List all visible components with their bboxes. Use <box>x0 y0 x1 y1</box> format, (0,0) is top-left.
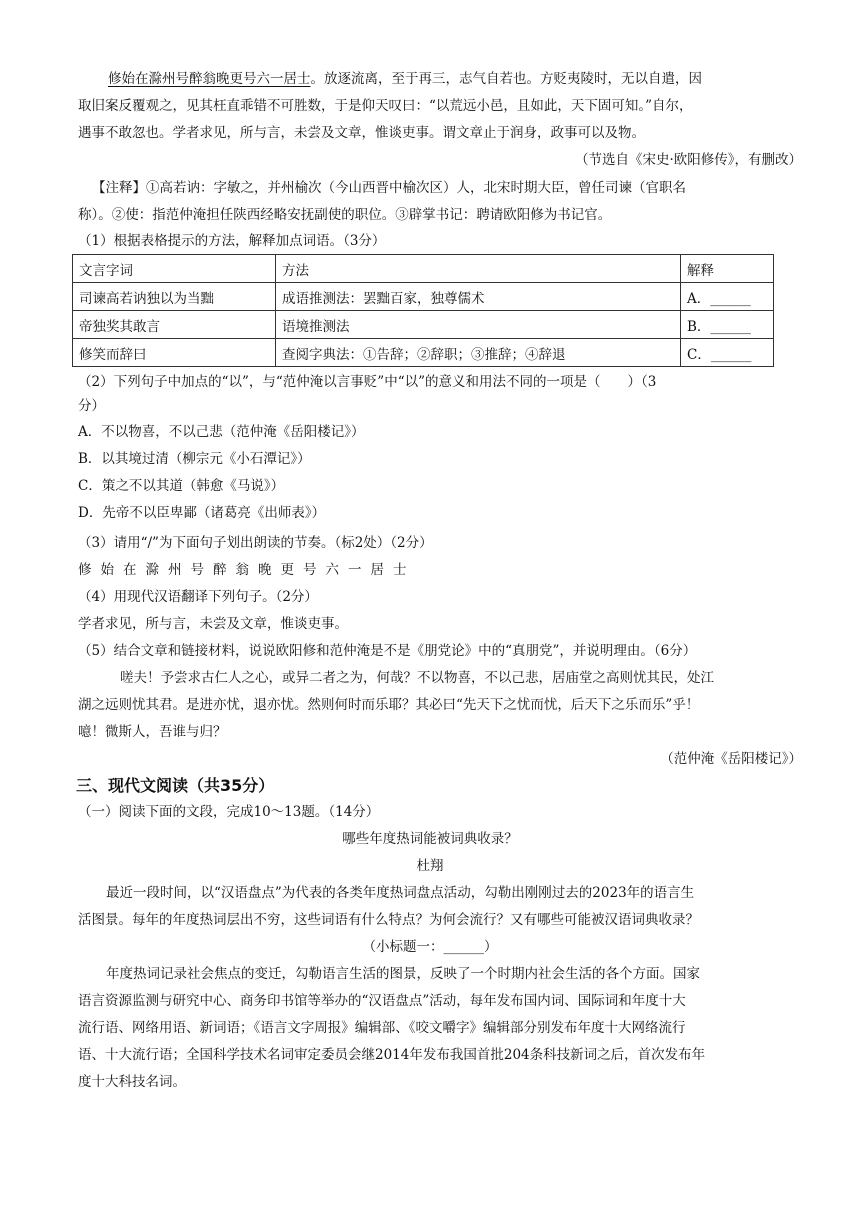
table-header-word: 文言字词 <box>73 255 276 283</box>
q2-prompt-line-1: （2）下列句子中加点的“以”，与“范仲淹以言事贬”中“以”的意义和用法不同的一项是（ ）（3 <box>78 374 657 390</box>
table-cell-method: 语境推测法 <box>276 311 681 339</box>
para1-line-2: 活图景。每年的年度热词层出不穷，这些词语有什么特点？为何会流行？又有哪些可能被汉语词典收录？ <box>78 912 699 928</box>
section-3-heading: 三、现代文阅读（共35分） <box>76 776 275 795</box>
table-cell-word: 修笑而辞曰 <box>73 339 276 367</box>
q3-prompt: （3）请用“/”为下面句子划出朗读的节奏。（标2处）（2分） <box>78 535 433 551</box>
table-header-row <box>73 255 774 283</box>
table-header-answer: 解释 <box>681 255 774 283</box>
table-row <box>73 339 774 367</box>
table-cell-method: 查阅字典法：①告辞；②辞职；③推辞；④辞退 <box>276 339 681 367</box>
material-line-2: 湖之远则忧其君。是进亦忧，退亦忧。然则何时而乐耶？其必曰“先天下之忧而忧，后天下之乐而乐”乎！ <box>78 697 700 713</box>
article-author: 杜翔 <box>416 858 444 874</box>
table-cell-word: 司谏高若讷独以为当黜 <box>73 283 276 311</box>
vocab-table <box>72 254 774 367</box>
q4-prompt: （4）用现代汉语翻译下列句子。（2分） <box>78 589 318 605</box>
article-title: 哪些年度热词能被词典收录？ <box>342 831 518 847</box>
underlined-sentence: 修始在滁州号醉翁晚更号六一居士 <box>108 71 311 87</box>
q2-option-a: A．不以物喜，不以己悲（范仲淹《岳阳楼记》） <box>78 424 365 440</box>
material-source: （范仲淹《岳阳楼记》） <box>660 751 802 767</box>
passage-line-1-rest: 。放逐流离，至于再三，志气自若也。方贬夷陵时，无以自遣，因 <box>310 71 702 87</box>
para2-line-3: 流行语、网络用语、新词语；《语言文字周报》编辑部、《咬文嚼字》编辑部分别发布年度十大网络流行 <box>78 1020 686 1036</box>
q1-prompt: （1）根据表格提示的方法，解释加点词语。（3分） <box>78 233 386 249</box>
q2-prompt-line-2: 分） <box>78 398 105 414</box>
para2-line-5: 度十大科技名词。 <box>78 1074 186 1090</box>
note-line-2: 称）。②使：指范仲淹担任陕西经略安抚副使的职位。③辟掌书记：聘请欧阳修为书记官。 <box>78 207 612 223</box>
passage-line-3: 遇事不敢忽也。学者求见，所与言，未尝及文章，惟谈吏事。谓文章止于润身，政事可以及物。 <box>78 125 645 141</box>
q2-option-d: D．先帝不以臣卑鄙（诸葛亮《出师表》） <box>78 505 326 521</box>
q2-option-c: C．策之不以其道（韩愈《马说》） <box>78 478 285 494</box>
table-cell-word: 帝独奖其敢言 <box>73 311 276 339</box>
q5-prompt: （5）结合文章和链接材料，说说欧阳修和范仲淹是不是《朋党论》中的“真朋党”，并说明理由。（6分） <box>78 643 697 659</box>
material-line-3: 噫！微斯人，吾谁与归？ <box>78 724 227 740</box>
subtitle-blank: （小标题一：______） <box>362 939 498 955</box>
section-3-sub: （一）阅读下面的文段，完成10～13题。（14分） <box>78 804 380 820</box>
q4-sentence: 学者求见，所与言，未尝及文章，惟谈吏事。 <box>78 616 348 632</box>
table-row <box>73 311 774 339</box>
note-line-1: 【注释】①高若讷：字敏之，并州榆次（今山西晋中榆次区）人，北宋时期大臣，曾任司谏（官职名 <box>92 180 686 196</box>
passage-line-2: 取旧案反覆观之，见其枉直乖错不可胜数，于是仰天叹曰：“以荒远小邑，且如此，天下固可知。”自尔， <box>78 98 693 114</box>
para2-line-1: 年度热词记录社会焦点的变迁，勾勒语言生活的图景，反映了一个时期内社会生活的各个方面。国家 <box>106 966 700 982</box>
answer-blank-c[interactable]: C．______ <box>681 339 774 367</box>
para2-line-4: 语、十大流行语；全国科学技术名词审定委员会继2014年发布我国首批204条科技新词之后，首次发布年 <box>78 1047 706 1063</box>
table-header-method: 方法 <box>276 255 681 283</box>
q2-option-b: B．以其境过清（柳宗元《小石潭记》） <box>78 451 311 467</box>
table-cell-method: 成语推测法：罢黜百家，独尊儒术 <box>276 283 681 311</box>
material-line-1: 嗟夫！予尝求古仁人之心，或异二者之为，何哉？不以物喜，不以己悲，居庙堂之高则忧其民，处江 <box>120 670 714 686</box>
para2-line-2: 语言资源监测与研究中心、商务印书馆等举办的“汉语盘点”活动，每年发布国内词、国际词和年度十大 <box>78 993 686 1009</box>
passage-line-1 <box>108 69 702 89</box>
answer-blank-a[interactable]: A．______ <box>681 283 774 311</box>
q3-sentence: 修始在滁州号醉翁晚更号六一居士 <box>78 562 416 578</box>
para1-line-1: 最近一段时间，以“汉语盘点”为代表的各类年度热词盘点活动，勾勒出刚刚过去的2023年的语言生 <box>106 885 695 901</box>
answer-blank-b[interactable]: B．______ <box>681 311 774 339</box>
table-row <box>73 283 774 311</box>
passage-source: （节选自《宋史·欧阳修传》，有删改） <box>574 152 802 168</box>
